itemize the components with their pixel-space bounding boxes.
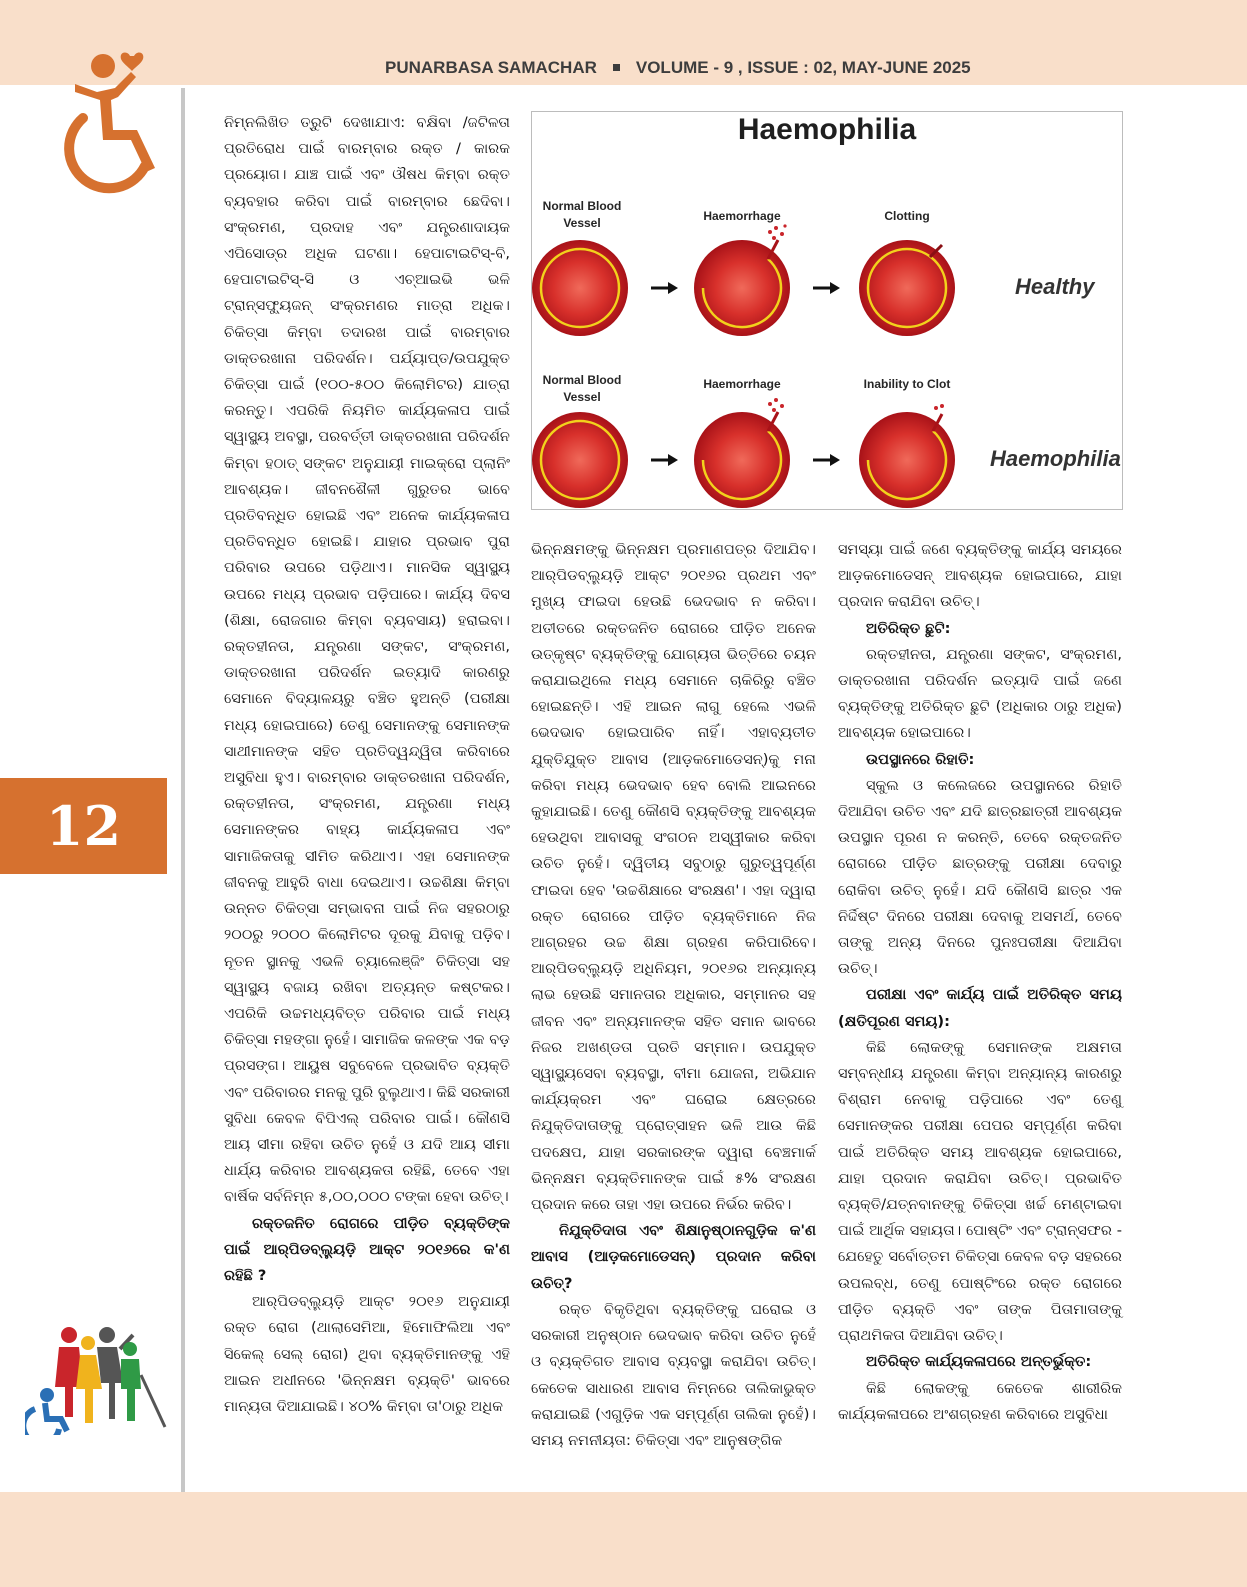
haemophilia-vessel-label-line2: Vessel: [563, 390, 601, 404]
col3-paragraph-4: କିଛି ଲୋକଙ୍କୁ ସେମାନଙ୍କ ଅକ୍ଷମତା ସମ୍ବନ୍ଧୀୟ ଯନ୍ତ୍ରଣା କିମ୍ବା ଅନ୍ୟାନ୍ୟ କାରଣରୁ ବିଶ୍ରାମ ନେବାକୁ ପଡ଼ିପାରେ ଏବଂ ତେଣୁ ସେମାନଙ୍କର ପରୀକ୍ଷା ପେପର ସମ୍ପୂର୍ଣ୍ଣ କରିବା ପାଇଁ ଅତିରିକ୍ତ ସମୟ ଆବଶ୍ୟକ ହୋଇପାରେ, ଯାହା ପ୍ରଦାନ କରାଯିବା ଉଚିତ୍। ପ୍ରଭାବିତ ବ୍ୟକ୍ତି/ଯତ୍ନବାନଙ୍କୁ ଚିକିତ୍ସା ଖର୍ଚ୍ଚ ମେଣ୍ଟାଇବା ପାଇଁ ଆର୍ଥିକ ସହାୟତା। ପୋଷ୍ଟିଂ ଏବଂ ଟ୍ରାନ୍ସଫର - ଯେହେତୁ ସର୍ବୋତ୍ତମ ଚିକିତ୍ସା କେବଳ ବଡ଼ ସହରରେ ଉପଲବ୍ଧ, ତେଣୁ ପୋଷ୍ଟିଂରେ ରକ୍ତ ରୋଗରେ ପୀଡ଼ିତ ବ୍ୟକ୍ତି ଏବଂ ତାଙ୍କ ପିତାମାତାଙ୍କୁ ପ୍ରାଥମିକତା ଦିଆଯିବା ଉଚିତ୍।: [838, 1038, 1122, 1345]
issue-info: VOLUME - 9 , ISSUE : 02, MAY-JUNE 2025: [635, 58, 971, 77]
col3-heading-attendance: ଉପସ୍ଥାନରେ ରିହାତି:: [866, 750, 975, 768]
haemophilia-haemorrhage-label: Haemorrhage: [703, 377, 781, 391]
haemophilia-state-label: Haemophilia: [990, 446, 1121, 471]
figure-title: Haemophilia: [737, 113, 917, 146]
col3-paragraph-2: ରକ୍ତହୀନତା, ଯନ୍ତ୍ରଣା ସଙ୍କଟ, ସଂକ୍ରମଣ, ଡାକ୍ତରଖାନା ପରିଦର୍ଶନ ଇତ୍ୟାଦି ପାଇଁ ଜଣେ ବ୍ୟକ୍ତିଙ୍କୁ ଅତିରିକ୍ତ ଛୁଟି (ଅଧିକାର ଠାରୁ ଅଧିକ) ଆବଶ୍ୟକ ହୋଇପାରେ।: [838, 645, 1122, 742]
publication-name: PUNARBASA SAMACHAR: [385, 58, 597, 77]
text-column-2: [531, 537, 816, 1454]
col3-heading-extra-leave: ଅତିରିକ୍ତ ଛୁଟି:: [866, 619, 951, 637]
col2-paragraph-2: ରକ୍ତ ବିକୃତିଥିବା ବ୍ୟକ୍ତିଙ୍କୁ ଘରୋଇ ଓ ସରକାରୀ ଅନୁଷ୍ଠାନ ଭେଦଭାବ କରିବା ଉଚିତ ନୁହେଁ ଓ ବ୍ୟକ୍ତିଗତ ଆବାସ ବ୍ୟବସ୍ଥା କରାଯିବା ଉଚିତ୍। କେତେକ ସାଧାରଣ ଆବାସ ନିମ୍ନରେ ତାଲିକାଭୁକ୍ତ କରାଯାଇଛି (ଏଗୁଡ଼ିକ ଏକ ସମ୍ପୂର୍ଣ୍ଣ ତାଲିକା ନୁହେଁ)। ସମୟ ନମନୀୟତା: ଚିକିତ୍ସା ଏବଂ ଆନୁଷଙ୍ଗିକ: [531, 1300, 816, 1449]
haemophilia-vessel-haemorrhage: [694, 398, 790, 508]
col3-heading-extra-time: ପରୀକ୍ଷା ଏବଂ କାର୍ଯ୍ୟ ପାଇଁ ଅତିରିକ୍ତ ସମୟ (କ୍ଷତିପୂରଣ ସମୟ):: [838, 986, 1122, 1030]
healthy-vessel-normal: [532, 240, 628, 336]
healthy-vessel-label: [537, 198, 627, 232]
healthy-vessel-clotting: [859, 240, 955, 336]
healthy-vessel-label-line1: Normal Blood: [542, 199, 622, 213]
inability-to-clot-label: Inability to Clot: [863, 377, 951, 391]
healthy-haemorrhage-label: Haemorrhage: [703, 209, 781, 223]
wheelchair-person-logo-icon: [45, 48, 170, 198]
running-header: [385, 55, 971, 81]
healthy-state-label: Healthy: [1015, 274, 1095, 299]
col3-paragraph-5: କିଛି ଲୋକଙ୍କୁ କେତେକ ଶାରୀରିକ କାର୍ଯ୍ୟକଳାପରେ ଅଂଶଗ୍ରହଣ କରିବାରେ ଅସୁବିଧା: [838, 1379, 1122, 1423]
margin-rule: [181, 88, 185, 1492]
col1-subheading: ରକ୍ତଜନିତ ରୋଗରେ ପୀଡ଼ିତ ବ୍ୟକ୍ତିଙ୍କ ପାଇଁ ଆର୍‌ପିଡବ୍ଲ୍ୟୁଡ଼ି ଆକ୍ଟ ୨୦୧୬ରେ କ'ଣ ରହିଛି ?: [224, 1214, 510, 1284]
inclusion-people-logo-icon: [25, 1325, 175, 1435]
haemophilia-figure: [531, 111, 1123, 510]
healthy-vessel-label-line2: Vessel: [563, 216, 601, 230]
footer-band: [0, 1492, 1247, 1587]
text-column-1: [224, 110, 510, 1420]
col2-subheading: ନିଯୁକ୍ତିଦାତା ଏବଂ ଶିକ୍ଷାନୁଷ୍ଠାନଗୁଡ଼ିକ କ'ଣ ଆବାସ (ଆଡ଼କମୋଡେସନ୍) ପ୍ରଦାନ କରିବା ଉଚିତ୍?: [531, 1222, 816, 1292]
haemophilia-vessel-label: [537, 372, 627, 406]
col2-paragraph-1: ଭିନ୍ନକ୍ଷମଙ୍କୁ ଭିନ୍ନକ୍ଷମ ପ୍ରମାଣପତ୍ର ଦିଆଯିବ। ଆର୍‌ପିଡବ୍ଲ୍ୟୁଡ଼ି ଆକ୍ଟ ୨୦୧୬ର ପ୍ରଥମ ଏବଂ ମୁଖ୍ୟ ଫାଇଦା ହେଉଛି ଭେଦଭାବ ନ କରିବା। ଅତୀତରେ ରକ୍ତଜନିତ ରୋଗରେ ପୀଡ଼ିତ ଅନେକ ଉତ୍କୃଷ୍ଟ ବ୍ୟକ୍ତିଙ୍କୁ ଯୋଗ୍ୟତା ଭିତ୍ତିରେ ଚୟନ କରାଯାଇଥିଲେ ମଧ୍ୟ ସେମାନେ ଚାକିରିରୁ ବଞ୍ଚିତ ହୋଇଛନ୍ତି। ଏହି ଆଇନ ଲାଗୁ ହେଲେ ଏଭଳି ଭେଦଭାବ ହୋଇପାରିବ ନାହିଁ। ଏହାବ୍ୟତୀତ ଯୁକ୍ତିଯୁକ୍ତ ଆବାସ (ଆଡ଼କମୋଡେସନ୍)କୁ ମନା କରିବା ମଧ୍ୟ ଭେଦଭାବ ହେବ ବୋଲି ଆଇନରେ କୁହାଯାଇଛି। ତେଣୁ କୌଣସି ବ୍ୟକ୍ତିଙ୍କୁ ଆବଶ୍ୟକ ହେଉଥିବା ଆବାସକୁ ସଂଗଠନ ଅସ୍ୱୀକାର କରିବା ଉଚିତ ନୁହେଁ। ଦ୍ୱିତୀୟ ସବୁଠାରୁ ଗୁରୁତ୍ୱପୂର୍ଣ୍ଣ ଫାଇଦା ହେବ 'ଉଚ୍ଚଶିକ୍ଷାରେ ସଂରକ୍ଷଣ'। ଏହା ଦ୍ୱାରା ରକ୍ତ ରୋଗରେ ପୀଡ଼ିତ ବ୍ୟକ୍ତିମାନେ ନିଜ ଆଗ୍ରହର ଉଚ୍ଚ ଶିକ୍ଷା ଗ୍ରହଣ କରିପାରିବେ। ଆର୍‌ପିଡବ୍ଲ୍ୟୁଡ଼ି ଅଧିନିୟମ, ୨୦୧୬ର ଅନ୍ୟାନ୍ୟ ଲାଭ ହେଉଛି ସମାନତାର ଅଧିକାର, ସମ୍ମାନର ସହ ଜୀବନ ଏବଂ ଅନ୍ୟମାନଙ୍କ ସହିତ ସମାନ ଭାବରେ ନିଜର ଅଖଣ୍ଡତା ପ୍ରତି ସମ୍ମାନ। ଉପଯୁକ୍ତ ସ୍ୱାସ୍ଥ୍ୟସେବା ବ୍ୟବସ୍ଥା, ବୀମା ଯୋଜନା, ଅଭିଯାନ କାର୍ଯ୍ୟକ୍ରମ ଏବଂ ଘରୋଇ କ୍ଷେତ୍ରରେ ନିଯୁକ୍ତିଦାତାଙ୍କୁ ପ୍ରୋତ୍ସାହନ ଭଳି ଆଉ କିଛି ପଦକ୍ଷେପ, ଯାହା ସରକାରଙ୍କ ଦ୍ୱାରା ବେଞ୍ଚମାର୍କ ଭିନ୍ନକ୍ଷମ ବ୍ୟକ୍ତିମାନଙ୍କ ପାଇଁ ୫% ସଂରକ୍ଷଣ ପ୍ରଦାନ କରେ ତାହା ଏହା ଉପରେ ନିର୍ଭର କରିବ।: [531, 541, 816, 1214]
haemophilia-vessel-no-clot: [859, 404, 955, 508]
healthy-vessel-haemorrhage: [694, 224, 790, 336]
col1-paragraph-2: ଆର୍‌ପିଡବ୍ଲ୍ୟୁଡ଼ି ଆକ୍ଟ ୨୦୧୬ ଅନୁଯାୟୀ ରକ୍ତ ରୋଗ (ଥାଲାସେମିଆ, ହିମୋଫିଲିଆ ଏବଂ ସିକେଲ୍ ସେଲ୍ ରୋଗ) ଥିବା ବ୍ୟକ୍ତିମାନଙ୍କୁ ଏହି ଆଇନ ଅଧୀନରେ 'ଭିନ୍ନକ୍ଷମ ବ୍ୟକ୍ତି' ଭାବରେ ମାନ୍ୟତା ଦିଆଯାଇଛି। ୪୦% କିମ୍ବା ତା'ଠାରୁ ଅଧିକ: [224, 1293, 510, 1415]
col3-paragraph-1: ସମସ୍ୟା ପାଇଁ ଜଣେ ବ୍ୟକ୍ତିଙ୍କୁ କାର୍ଯ୍ୟ ସମୟରେ ଆଡ଼କମୋଡେସନ୍ ଆବଶ୍ୟକ ହୋଇପାରେ, ଯାହା ପ୍ରଦାନ କରାଯିବା ଉଚିତ୍।: [838, 541, 1122, 611]
col3-paragraph-3: ସ୍କୁଲ ଓ କଲେଜରେ ଉପସ୍ଥାନରେ ରିହାତି ଦିଆଯିବା ଉଚିତ ଏବଂ ଯଦି ଛାତ୍ରଛାତ୍ରୀ ଆବଶ୍ୟକ ଉପସ୍ଥାନ ପୂରଣ ନ କରନ୍ତି, ତେବେ ରକ୍ତଜନିତ ରୋଗରେ ପୀଡ଼ିତ ଛାତ୍ରଙ୍କୁ ପରୀକ୍ଷା ଦେବାରୁ ରୋକିବା ଉଚିତ୍ ନୁହେଁ। ଯଦି କୌଣସି ଛାତ୍ର ଏକ ନିର୍ଦ୍ଦିଷ୍ଟ ଦିନରେ ପରୀକ୍ଷା ଦେବାକୁ ଅସମର୍ଥ, ତେବେ ତାଙ୍କୁ ଅନ୍ୟ ଦିନରେ ପୁନଃପରୀକ୍ଷା ଦିଆଯିବା ଉଚିତ୍।: [838, 776, 1122, 978]
healthy-clotting-label: Clotting: [884, 209, 930, 223]
haemophilia-vessel-normal: [532, 412, 628, 508]
col3-heading-activities: ଅତିରିକ୍ତ କାର୍ଯ୍ୟକଳାପରେ ଅନ୍ତର୍ଭୁକ୍ତ:: [866, 1353, 1092, 1371]
text-column-3: [838, 537, 1122, 1428]
col1-paragraph-1: ନିମ୍ନଲିଖିତ ତ୍ରୁଟି ଦେଖାଯାଏ: ବକ୍ଷିବା /ଜଟିଳତା ପ୍ରତିରୋଧ ପାଇଁ ବାରମ୍ବାର ରକ୍ତ / କାରକ ପ୍ରୟୋଗ। ଯାଞ୍ଚ ପାଇଁ ଏବଂ ଔଷଧ କିମ୍ବା ରକ୍ତ ବ୍ୟବହାର କରିବା ପାଇଁ ବାରମ୍ବାର ଛେଦିବା। ସଂକ୍ରମଣ, ପ୍ରଦାହ ଏବଂ ଯନ୍ତ୍ରଣାଦାୟକ ଏପିସୋଡ୍ର ଅଧିକ ଘଟଣା। ହେପାଟାଇଟିସ୍-ବି, ହେପାଟାଇଟିସ୍-ସି ଓ ଏଚ୍ଆଇଭି ଭଳି ଟ୍ରାନ୍ସଫ୍ୟୁଜନ୍ ସଂକ୍ରମଣର ମାତ୍ରା ଅଧିକ। ଚିକିତ୍ସା କିମ୍ବା ତଦାରଖ ପାଇଁ ବାରମ୍ବାର ଡାକ୍ତରଖାନା ପରିଦର୍ଶନ। ପର୍ଯ୍ୟାପ୍ତ/ଉପଯୁକ୍ତ ଚିକିତ୍ସା ପାଇଁ (୧୦୦-୫୦୦ କିଲୋମିଟର) ଯାତ୍ରା କରନ୍ତୁ। ଏପରିକି ନିୟମିତ କାର୍ଯ୍ୟକଳାପ ପାଇଁ ସ୍ୱାସ୍ଥ୍ୟ ଅବସ୍ଥା, ପରବର୍ତ୍ତୀ ଡାକ୍ତରଖାନା ପରିଦର୍ଶନ କିମ୍ବା ହଠାତ୍ ସଙ୍କଟ ଅନୁଯାୟୀ ମାଇକ୍ରୋ ପ୍ଲାନିଂ ଆବଶ୍ୟକ। ଜୀବନଶୈଳୀ ଗୁରୁତର ଭାବେ ପ୍ରତିବନ୍ଧିତ ହୋଇଛି ଏବଂ ଅନେକ କାର୍ଯ୍ୟକଳାପ ପ୍ରତିବନ୍ଧିତ ହୋଇଛି। ଯାହାର ପ୍ରଭାବ ପୁରା ପରିବାର ଉପରେ ପଡ଼ିଥାଏ। ମାନସିକ ସ୍ୱାସ୍ଥ୍ୟ ଉପରେ ମଧ୍ୟ ପ୍ରଭାବ ପଡ଼ିପାରେ। କାର୍ଯ୍ୟ ଦିବସ (ଶିକ୍ଷା, ରୋଜଗାର କିମ୍ବା ବ୍ୟବସାୟ) ହରାଇବା। ରକ୍ତହୀନତା, ଯନ୍ତ୍ରଣା ସଙ୍କଟ, ସଂକ୍ରମଣ, ଡାକ୍ତରଖାନା ପରିଦର୍ଶନ ଇତ୍ୟାଦି କାରଣରୁ ସେମାନେ ବିଦ୍ୟାଳୟରୁ ବଞ୍ଚିତ ହୁଅନ୍ତି (ପରୀକ୍ଷା ମଧ୍ୟ ହୋଇପାରେ) ତେଣୁ ସେମାନଙ୍କୁ ସେମାନଙ୍କ ସାଥୀମାନଙ୍କ ସହିତ ପ୍ରତିଦ୍ୱନ୍ଦ୍ୱିତା କରିବାରେ ଅସୁବିଧା ହୁଏ। ବାରମ୍ବାର ଡାକ୍ତରଖାନା ପରିଦର୍ଶନ, ରକ୍ତହୀନତା, ସଂକ୍ରମଣ, ଯନ୍ତ୍ରଣା ମଧ୍ୟ ସେମାନଙ୍କର ବାହ୍ୟ କାର୍ଯ୍ୟକଳାପ ଏବଂ ସାମାଜିକତାକୁ ସୀମିତ କରିଥାଏ। ଏହା ସେମାନଙ୍କ ଜୀବନକୁ ଆହୁରି ବାଧା ଦେଇଥାଏ। ଉଚ୍ଚଶିକ୍ଷା କିମ୍ବା ଉନ୍ନତ ଚିକିତ୍ସା ସମ୍ଭାବନା ପାଇଁ ନିଜ ସହରଠାରୁ ୨୦୦ରୁ ୨୦୦୦ କିଲୋମିଟର ଦୂରକୁ ଯିବାକୁ ପଡ଼ିବ। ନୂତନ ସ୍ଥାନକୁ ଏଭଳି ଚ୍ୟାଲେଞ୍ଜିଂ ଚିକିତ୍ସା ସହ ସ୍ୱାସ୍ଥ୍ୟ ବଜାୟ ରଖିବା ଅତ୍ୟନ୍ତ କଷ୍ଟକର। ଏପରିକି ଉଚ୍ଚମଧ୍ୟବିତ୍ତ ପରିବାର ପାଇଁ ମଧ୍ୟ ଚିକିତ୍ସା ମହଙ୍ଗା ନୁହେଁ। ସାମାଜିକ କଳଙ୍କ ଏକ ବଡ଼ ପ୍ରସଙ୍ଗ। ଆୟୁଷ ସବୁବେଳେ ପ୍ରଭାବିତ ବ୍ୟକ୍ତି ଏବଂ ପରିବାରର ମନକୁ ପୁରି ବୁଲୁଥାଏ। କିଛି ସରକାରୀ ସୁବିଧା କେବଳ ବିପିଏଲ୍ ପରିବାର ପାଇଁ। କୌଣସି ଆୟ ସୀମା ରହିବା ଉଚିତ ନୁହେଁ ଓ ଯଦି ଆୟ ସୀମା ଧାର୍ଯ୍ୟ କରିବାର ଆବଶ୍ୟକତା ରହିଛି, ତେବେ ଏହା ବାର୍ଷିକ ସର୍ବନିମ୍ନ ୫,୦୦,୦୦୦ ଟଙ୍କା ହେବା ଉଚିତ୍।: [224, 114, 510, 1206]
haemophilia-vessel-label-line1: Normal Blood: [542, 373, 622, 387]
page-number: 12: [45, 794, 122, 858]
page-number-box: [0, 778, 167, 874]
square-bullet-icon: [613, 64, 620, 71]
